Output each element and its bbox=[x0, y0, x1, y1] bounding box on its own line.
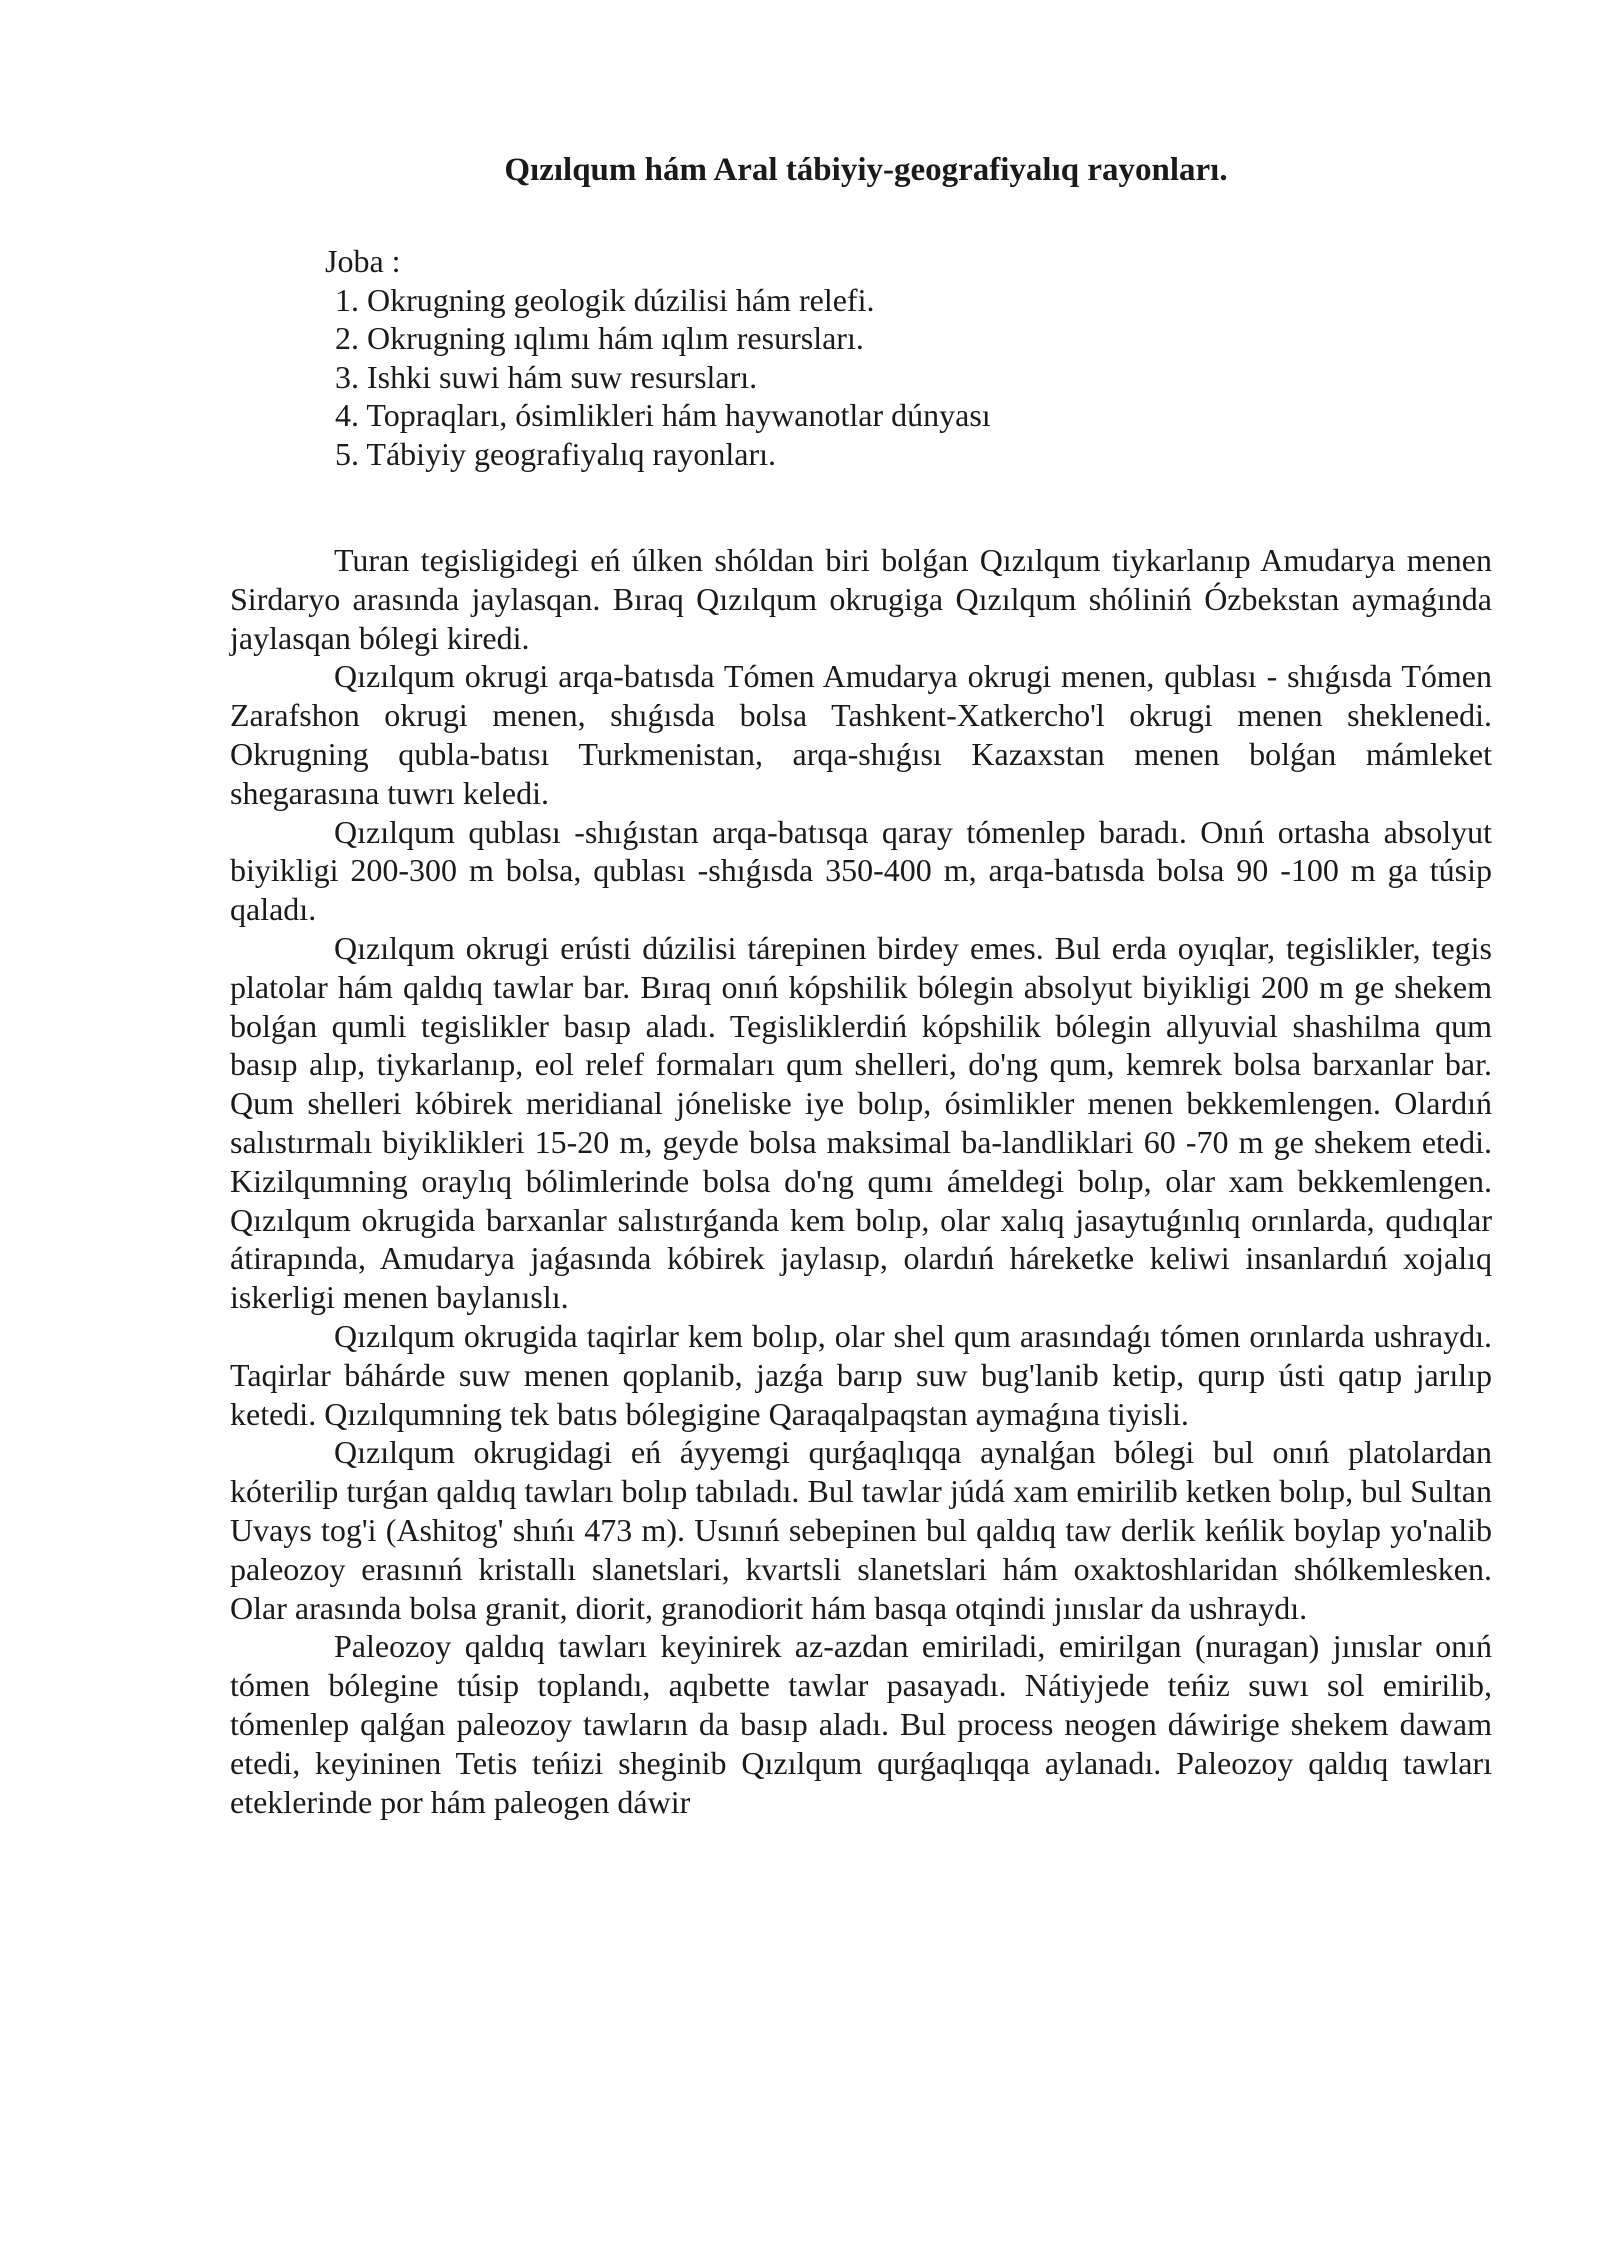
paragraph: Turan tegisligidegi eń úlken shóldan biri bolǵan Qızılqum tiykarlanıp Amudarya menen Sirdaryo arasında jaylasqan. Bıraq Qızılqum okrugiga Qızılqum shóliniń Ózbekstan aymaǵında jaylasqan bólegi kiredi. bbox=[230, 542, 1492, 656]
paragraph: Qızılqum okrugidagi eń áyyemgi qurǵaqlıqqa aynalǵan bólegi bul onıń platolardan kóterilip turǵan qaldıq tawları bolıp tabıladı. Bul tawlar júdá xam emirilib ketken bolıp, bul Sultan Uvays tog'i (Ashitog' shıńı 473 m). Usınıń sebepinen bul qaldıq taw derlik keńlik boylap yo'nalib paleozoy erasınıń kristallı slanetslari, kvartsli slanetslari hám oxaktoshlaridan shólkemlesken. Olar arasında bolsa granit, diorit, granodiorit hám basqa otqindi jınıslar da ushraydı. bbox=[230, 1434, 1492, 1626]
paragraph: Paleozoy qaldıq tawları keyinirek az-azdan emiriladi, emirilgan (nuragan) jınıslar onıń tómen bólegine túsip toplandı, aqıbette tawlar pasayadı. Nátiyjede teńiz suwı sol emirilib, tómenlep qalǵan paleozoy tawların da basıp aladı. Bul process neogen dáwirige shekem dawam etedi, keyininen Tetis teńizi sheginib Qızılqum qurǵaqlıqqa aylanadı. Paleozoy qaldıq tawları eteklerinde por hám paleogen dáwir bbox=[230, 1628, 1492, 1820]
document-title bbox=[0, 150, 1600, 190]
plan-label: Joba : bbox=[325, 243, 401, 279]
plan-item: 2. Okrugning ıqlımı hám ıqlım resursları. bbox=[335, 320, 864, 356]
paragraph: Qızılqum qublası -shıǵıstan arqa-batısqa qaray tómenlep baradı. Onıń ortasha absolyut biyikligi 200-300 m bolsa, qublası -shıǵısda 350-400 m, arqa-batısda bolsa 90 -100 m ga túsip qaladı. bbox=[230, 813, 1492, 928]
plan-item: 3. Ishki suwi hám suw resursları. bbox=[335, 358, 758, 395]
paragraph: Qızılqum okrugi erústi dúzilisi tárepinen birdey emes. Bul erda oyıqlar, tegislikler, tegis platolar hám qaldıq tawlar bar. Bıraq onıń kópshilik bólegin absolyut biyikligi 200 m ge shekem bolǵan qumli tegislikler basıp aladı. Tegisliklerdiń kópshilik bólegin allyuvial shashilma qum basıp alıp, tiykarlanıp, eol relef formaları qum shelleri, do'ng qum, kemrek bolsa barxanlar bar. Qum shelleri kóbirek meridianal jóneliske iye bolıp, ósimlikler menen bekkemlengen. Olardıń salıstırmalı biyiklikleri 15-20 m, geyde bolsa maksimal ba-landliklari 60 -70 m ge shekem etedi. Kizilqumning oraylıq bólimlerinde bolsa do'ng qumı ámeldegi bolıp, olar xam bekkemlengen. Qızılqum okrugida barxanlar salıstırǵanda kem bolıp, olar xalıq jasaytuǵınlıq orınlarda, qudıqlar átirapında, Amudarya jaǵasında kóbirek jaylasıp, olardıń háreketke keliwi insanlardıń xojalıq iskerligi menen baylanıslı. bbox=[230, 929, 1492, 1316]
plan-section bbox=[325, 242, 991, 473]
paragraph: Qızılqum okrugi arqa-batısda Tómen Amudarya okrugi menen, qublası - shıǵısda Tómen Zarafshon okrugi menen, shıǵısda bolsa Tashkent-Xatkercho'l okrugi menen sheklenedi. Okrugning qubla-batısı Turkmenistan, arqa-shıǵısı Kazaxstan menen bolǵan mámleket shegarasına tuwrı keledi. bbox=[230, 658, 1492, 811]
plan-item: 4. Topraqları, ósimlikleri hám haywanotlar dúnyası bbox=[335, 397, 991, 433]
document-body bbox=[230, 541, 1492, 1821]
plan-item: 1. Okrugning geologik dúzilisi hám relefi. bbox=[335, 281, 875, 318]
document-title-text: Qızılqum hám Aral tábiyiy-geografiyalıq rayonları. bbox=[504, 152, 1228, 188]
paragraph: Qızılqum okrugida taqirlar kem bolıp, olar shel qum arasındaǵı tómen orınlarda ushraydı. Taqirlar báhárde suw menen qoplanib, jazǵa barıp suw bug'lanib ketip, qurıp ústi qatıp jarılıp ketedi. Qızılqumning tek batıs bólegigine Qaraqalpaqstan aymaǵına tiyisli. bbox=[230, 1317, 1492, 1432]
plan-item: 5. Tábiyiy geografiyalıq rayonları. bbox=[335, 435, 777, 472]
